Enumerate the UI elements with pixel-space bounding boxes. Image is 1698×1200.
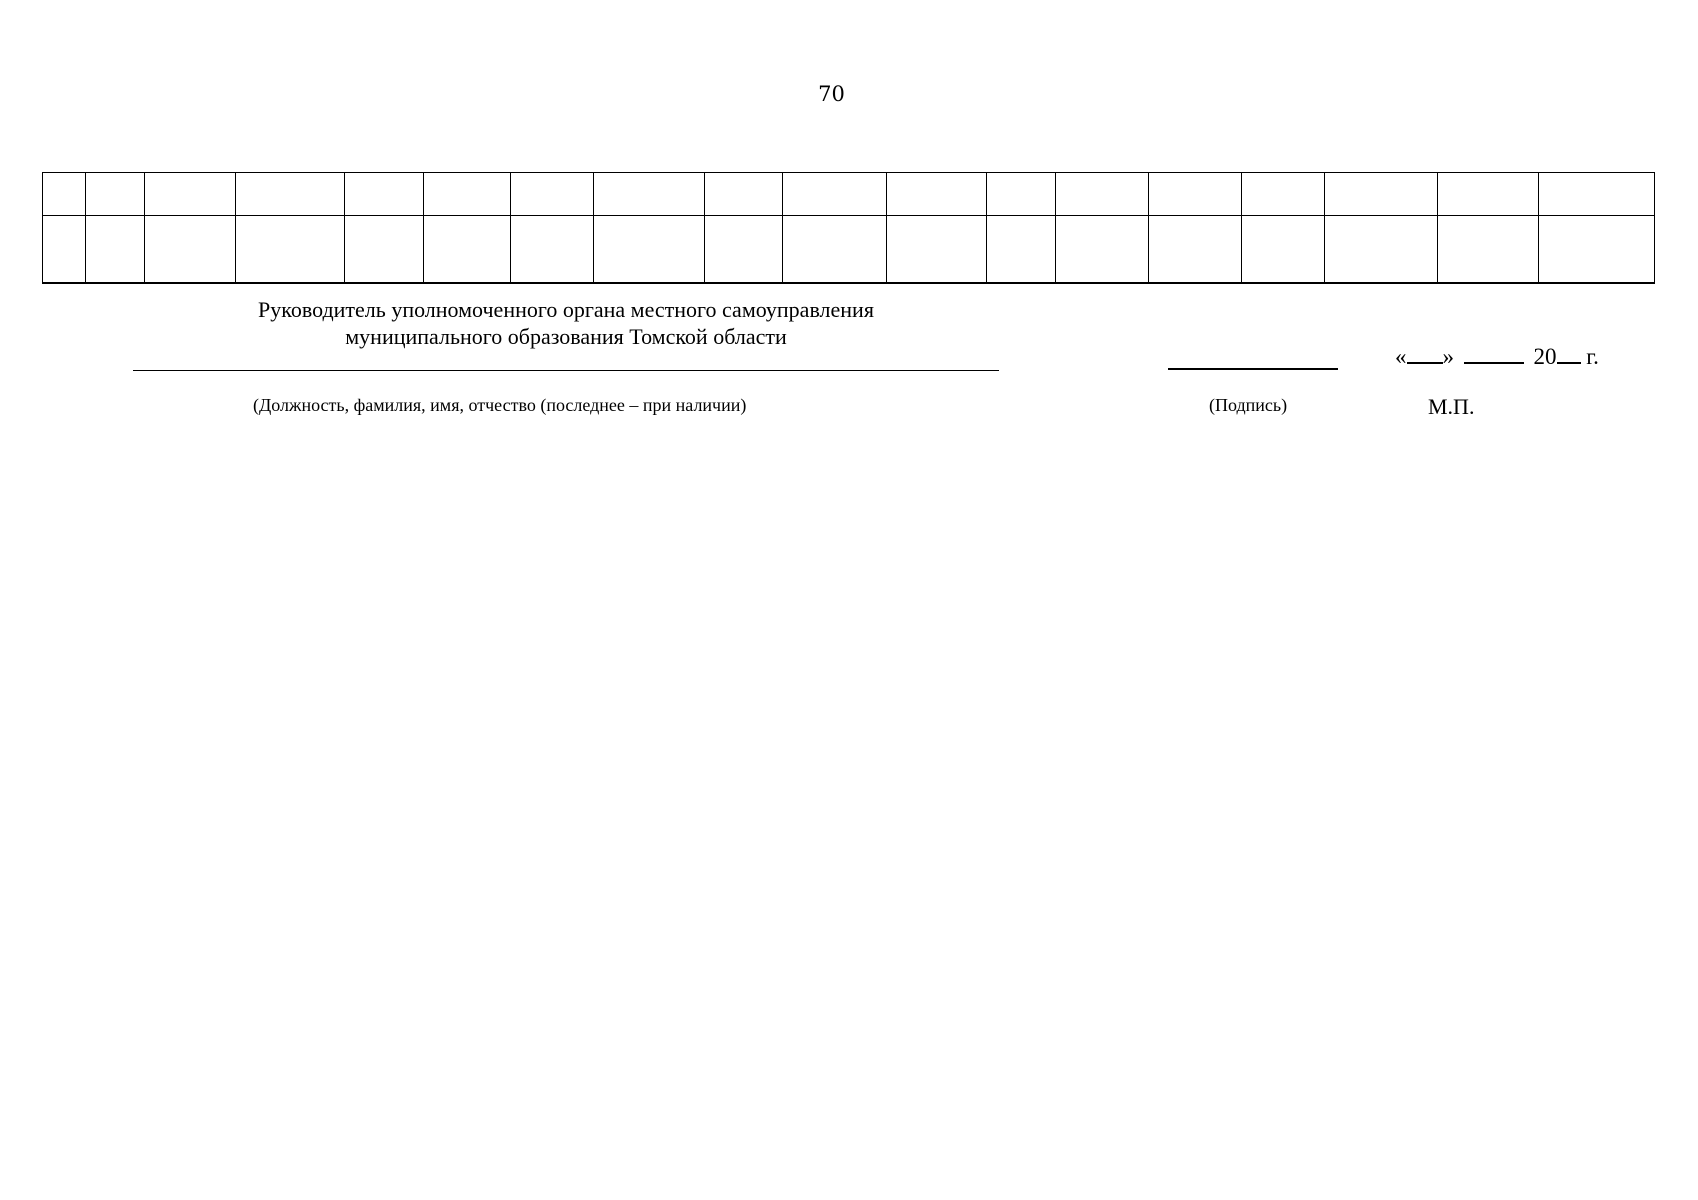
signature-caption: (Подпись) (1209, 395, 1288, 415)
official-title-line-1: Руководитель уполномоченного органа местного самоуправления (258, 297, 874, 322)
table-cell[interactable] (236, 173, 345, 216)
table-cell[interactable] (987, 173, 1056, 216)
date-year-suffix: г. (1586, 344, 1599, 369)
date-year-prefix: 20 (1533, 344, 1557, 369)
table-cell[interactable] (1438, 173, 1539, 216)
table-cell[interactable] (145, 173, 236, 216)
table-cell[interactable] (705, 173, 783, 216)
table-cell[interactable] (345, 173, 424, 216)
table-cell[interactable] (887, 216, 987, 284)
table-cell[interactable] (1149, 216, 1242, 284)
table-cell[interactable] (43, 216, 86, 284)
table-cell[interactable] (705, 216, 783, 284)
table-cell[interactable] (86, 216, 145, 284)
stamp-label: М.П. (1428, 394, 1475, 419)
date-month-blank[interactable] (1464, 344, 1524, 364)
table-cell[interactable] (145, 216, 236, 284)
table-cell[interactable] (1242, 173, 1325, 216)
table-cell[interactable] (1242, 216, 1325, 284)
official-title-line-2: муниципального образования Томской области (345, 324, 787, 349)
table-cell[interactable] (236, 216, 345, 284)
table-cell[interactable] (1438, 216, 1539, 284)
table-cell[interactable] (887, 173, 987, 216)
date-field (1395, 344, 1599, 370)
date-open-quote: « (1395, 344, 1407, 369)
table-cell[interactable] (345, 216, 424, 284)
table-cell[interactable] (424, 173, 511, 216)
table-cell[interactable] (987, 216, 1056, 284)
table-cell[interactable] (1539, 173, 1655, 216)
table-cell[interactable] (783, 216, 887, 284)
table-cell[interactable] (1056, 173, 1149, 216)
name-caption: (Должность, фамилия, имя, отчество (последнее – при наличии) (253, 395, 747, 415)
date-year-blank[interactable] (1557, 344, 1581, 364)
table-cell[interactable] (86, 173, 145, 216)
table-cell[interactable] (1539, 216, 1655, 284)
table-cell[interactable] (511, 173, 594, 216)
table-cell[interactable] (1325, 216, 1438, 284)
signature-field-line[interactable] (1168, 368, 1338, 370)
form-table (42, 172, 1655, 284)
table-row (43, 173, 1655, 216)
table-cell[interactable] (1149, 173, 1242, 216)
table-row (43, 216, 1655, 284)
name-field-line[interactable] (133, 370, 999, 371)
table-cell[interactable] (1056, 216, 1149, 284)
table-cell[interactable] (594, 173, 705, 216)
table-cell[interactable] (43, 173, 86, 216)
date-close-quote: » (1442, 344, 1454, 369)
date-day-blank[interactable] (1407, 344, 1443, 364)
table-cell[interactable] (511, 216, 594, 284)
table-cell[interactable] (783, 173, 887, 216)
table-cell[interactable] (594, 216, 705, 284)
page-number: 70 (818, 82, 845, 106)
table-cell[interactable] (424, 216, 511, 284)
official-title (133, 296, 999, 350)
table-cell[interactable] (1325, 173, 1438, 216)
